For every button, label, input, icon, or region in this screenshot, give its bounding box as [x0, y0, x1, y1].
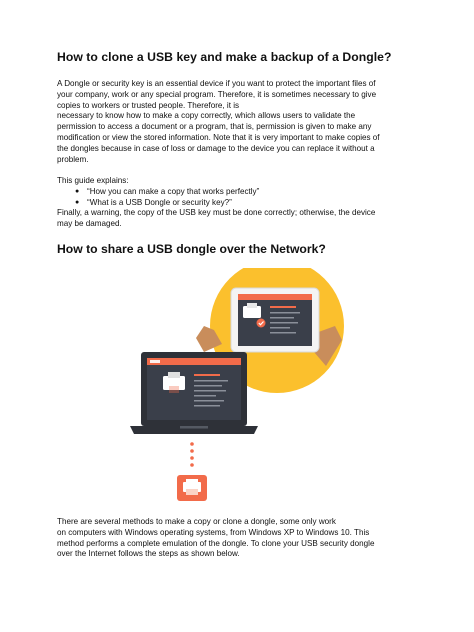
- section-heading: How to share a USB dongle over the Network?: [57, 242, 326, 256]
- intro-line: modification or view the stored information. Note that it is very important to make copies of: [57, 132, 380, 142]
- warning-line: Finally, a warning, the copy of the USB key must be done correctly; otherwise, the device: [57, 208, 376, 218]
- page-title: How to clone a USB key and make a backup of a Dongle?: [57, 50, 392, 64]
- connection-line: [190, 442, 194, 467]
- bullet-dot-icon: ●: [75, 187, 80, 195]
- usb-dongle-icon: [177, 475, 207, 501]
- bullet-text: “What is a USB Dongle or security key?”: [87, 197, 232, 207]
- tablet-screen: [238, 294, 312, 346]
- bullet-item: [57, 198, 427, 209]
- outro-line: over the Internet follows the steps as shown below.: [57, 549, 240, 559]
- bullet-item: [57, 187, 427, 198]
- outro-line: There are several methods to make a copy or clone a dongle, some only work: [57, 517, 336, 526]
- tablet-header-bar: [238, 294, 312, 300]
- outro-line: on computers with Windows operating systems, from Windows XP to Windows 10. This: [57, 527, 370, 537]
- intro-line: permission to access a document or a program, that is, permission is given to make any: [57, 122, 372, 132]
- intro-paragraph: [57, 79, 427, 165]
- laptop-icon: [130, 352, 258, 434]
- outro-line: method performs a complete emulation of the dongle. To clone your USB security dongle: [57, 538, 375, 548]
- laptop-screen: [147, 358, 241, 420]
- usb-sharing-illustration: [130, 268, 352, 508]
- intro-line: your company, work or any special program. Therefore, it is sometimes necessary to give: [57, 89, 377, 99]
- intro-line: the dongles because in case of loss or damage to the device you can replace it without a: [57, 143, 375, 153]
- intro-line: problem.: [57, 154, 89, 164]
- tablet-printer-paper: [247, 303, 257, 308]
- guide-paragraph: [57, 176, 427, 230]
- laptop-header-bar: [147, 358, 241, 365]
- warning-line: may be damaged.: [57, 219, 122, 229]
- bullet-dot-icon: ●: [75, 198, 80, 206]
- intro-line: A Dongle or security key is an essential device if you want to protect the important files of: [57, 79, 376, 88]
- intro-line: necessary to know how to make a copy correctly, which allows users to validate the: [57, 111, 356, 121]
- bullet-text: “How you can make a copy that works perfectly”: [87, 186, 260, 196]
- outro-paragraph: [57, 517, 427, 560]
- tablet-check-icon: [257, 319, 266, 328]
- guide-label: This guide explains:: [57, 176, 129, 185]
- intro-line: copies to workers or trusted people. Therefore, it is: [57, 100, 240, 110]
